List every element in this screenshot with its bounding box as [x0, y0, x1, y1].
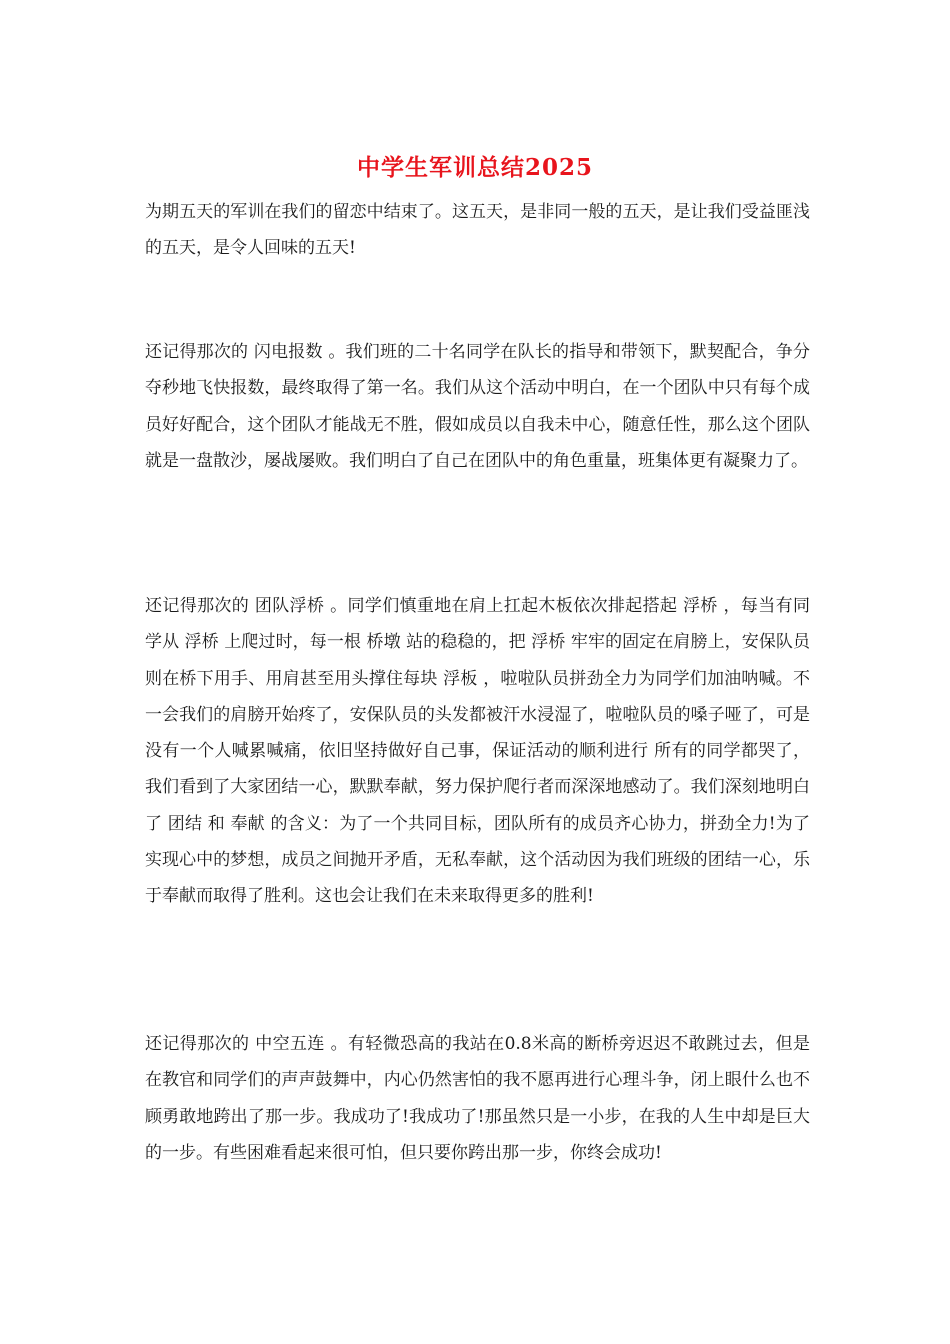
- document-title: 中学生军训总结2025: [356, 154, 593, 181]
- paragraph-lightning-count: 还记得那次的 闪电报数 。我们班的二十名同学在队长的指导和带领下，默契配合，争分夺秒地飞快报数，最终取得了第一名。我们从这个活动中明白，在一个团队中只有每个成员好好配合，这个团队才能战无不胜，假如成员以自我未中心，随意任性，那么这个团队就是一盘散沙，屡战屡败。我们明白了自己在团队中的角色重量，班集体更有凝聚力了。: [145, 342, 810, 471]
- paragraph-high-ropes: 还记得那次的 中空五连 。有轻微恐高的我站在0.8米高的断桥旁迟迟不敢跳过去，但是在教官和同学们的声声鼓舞中，内心仍然害怕的我不愿再进行心理斗争，闭上眼什么也不顾勇敢地跨出了那一步。我成功了!我成功了!那虽然只是一小步，在我的人生中却是巨大的一步。有些困难看起来很可怕，但只要你跨出那一步，你终会成功!: [145, 1034, 810, 1163]
- paragraph-team-bridge: 还记得那次的 团队浮桥 。同学们慎重地在肩上扛起木板依次排起搭起 浮桥 ，每当有同学从 浮桥 上爬过时，每一根 桥墩 站的稳稳的，把 浮桥 牢牢的固定在肩膀上，安保队员则在桥下用手、用肩甚至用头撑住每块 浮板 ，啦啦队员拼劲全力为同学们加油呐喊。不一会我们的肩膀开始疼了，安保队员的头发都被汗水浸湿了，啦啦队员的嗓子哑了，可是没有一个人喊累喊痛，依旧坚持做好自己事，保证活动的顺利进行 所有的同学都哭了，我们看到了大家团结一心，默默奉献，努力保护爬行者而深深地感动了。我们深刻地明白了 团结 和 奉献 的含义：为了一个共同目标，团队所有的成员齐心协力，拼劲全力!为了实现心中的梦想，成员之间抛开矛盾，无私奉献，这个活动因为我们班级的团结一心，乐于奉献而取得了胜利。这也会让我们在未来取得更多的胜利!: [145, 596, 810, 907]
- paragraph-intro: 为期五天的军训在我们的留恋中结束了。这五天，是非同一般的五天，是让我们受益匪浅的五天，是令人回味的五天!: [145, 202, 810, 259]
